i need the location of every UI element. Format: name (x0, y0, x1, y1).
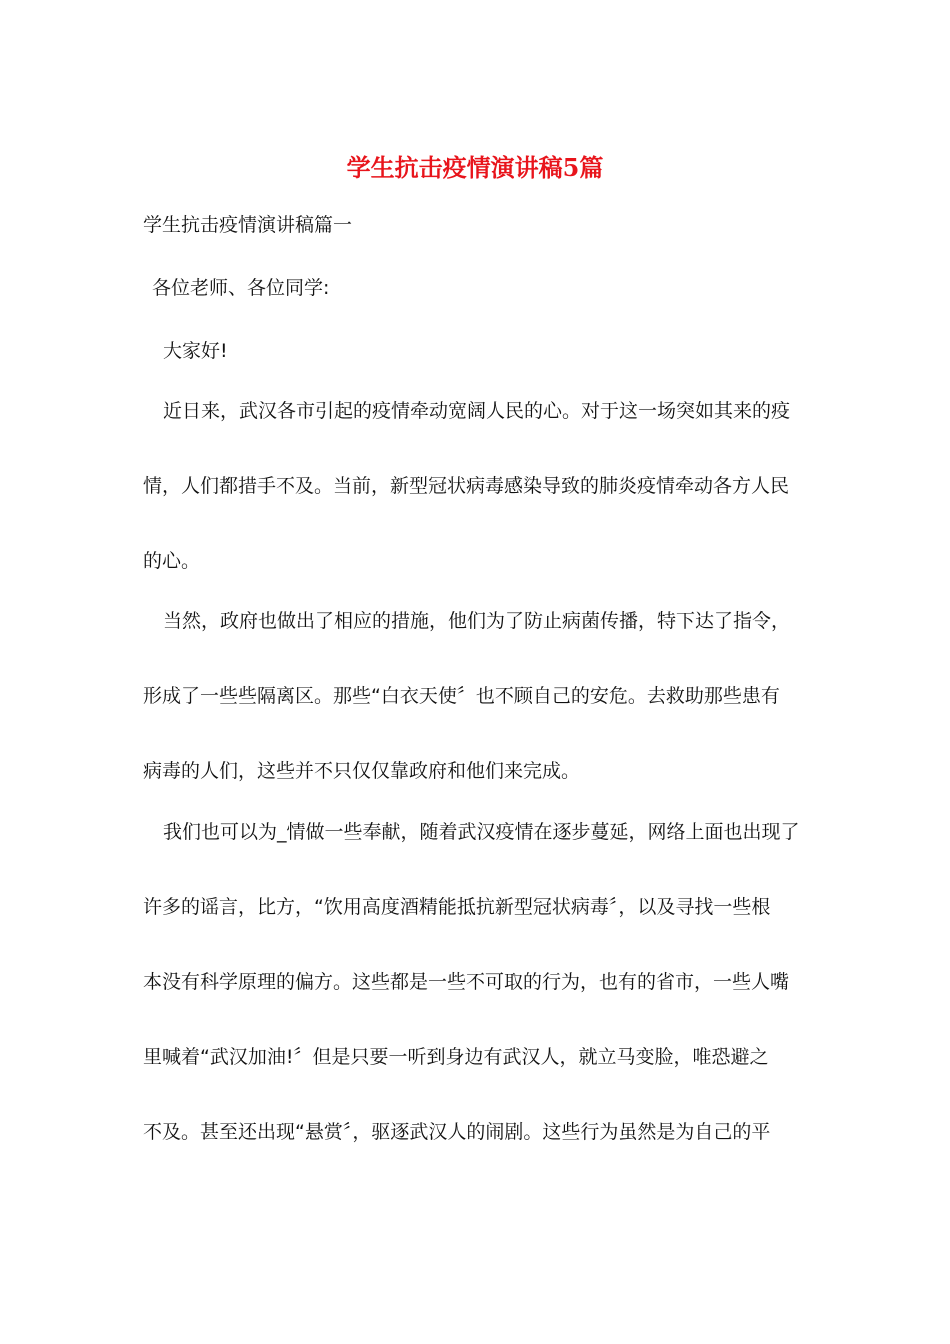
paragraph-line: 形成了一些些隔离区。那些“白衣天使〞也不顾自己的安危。去救助那些患有 (143, 685, 780, 707)
paragraph-1 (143, 396, 823, 621)
paragraph-line: 的心。 (143, 550, 201, 572)
salutation: 各位老师、各位同学: (152, 277, 330, 299)
paragraph-line: 本没有科学原理的偏方。这些都是一些不可取的行为，也有的省市，一些人嘴 (143, 971, 790, 993)
paragraph-line: 情，人们都措手不及。当前，新型冠状病毒感染导致的肺炎疫情牵动各方人民 (143, 475, 790, 497)
paragraph-line: 许多的谣言，比方，“饮用高度酒精能抵抗新型冠状病毒〞，以及寻找一些根 (143, 896, 771, 918)
paragraph-3 (143, 817, 823, 1192)
greeting: 大家好! (163, 340, 228, 362)
document-title: 学生抗击疫情演讲稿5篇 (346, 153, 604, 182)
paragraph-line: 病毒的人们，这些并不只仅仅靠政府和他们来完成。 (143, 760, 581, 782)
paragraph-line: 里喊着“武汉加油!〞但是只要一听到身边有武汉人，就立马变脸，唯恐避之 (143, 1046, 769, 1068)
paragraph-line: 近日来，武汉各市引起的疫情牵动宽阔人民的心。对于这一场突如其来的疫 (163, 400, 791, 422)
paragraph-line: 不及。甚至还出现“悬赏〞，驱逐武汉人的闹剧。这些行为虽然是为自己的平 (143, 1121, 771, 1143)
paragraph-line: 当然，政府也做出了相应的措施，他们为了防止病菌传播，特下达了指令， (163, 610, 791, 632)
paragraph-line: 我们也可以为_情做一些奉献，随着武汉疫情在逐步蔓延，网络上面也出现了 (163, 821, 800, 843)
section-heading: 学生抗击疫情演讲稿篇一 (143, 214, 353, 236)
paragraph-2 (143, 606, 823, 831)
